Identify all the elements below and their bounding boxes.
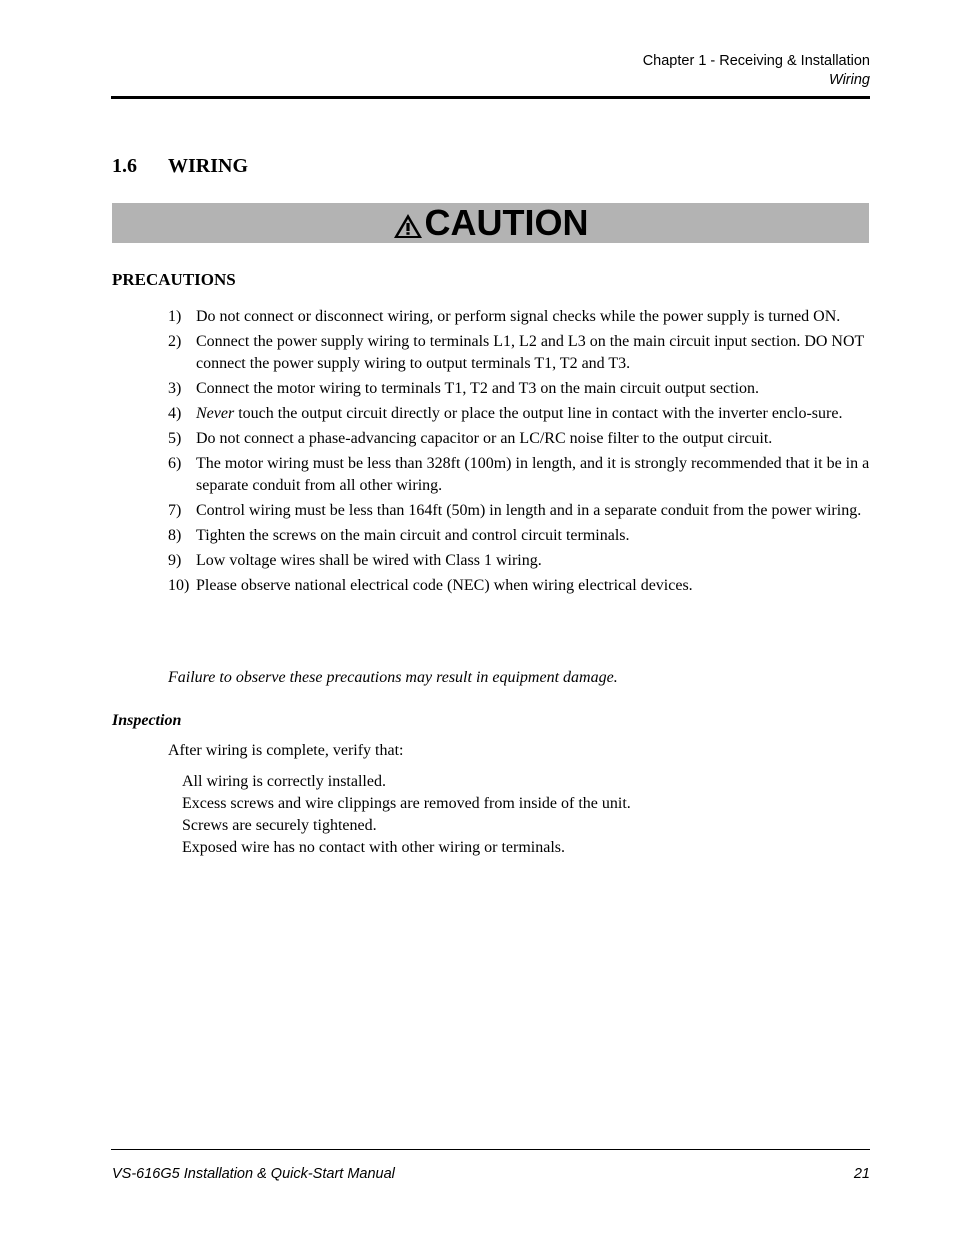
header-section: Wiring [829, 72, 870, 88]
header-chapter: Chapter 1 - Receiving & Installation [642, 53, 870, 69]
precaution-item [168, 306, 870, 328]
inspection-intro: After wiring is complete, verify that: [168, 742, 404, 759]
item-text: Control wiring must be less than 164ft (50m) in length and in a separate conduit from the power wiring. [196, 502, 862, 519]
precaution-item [168, 403, 870, 425]
footer-rule [111, 1149, 870, 1150]
precautions-warning-note: Failure to observe these precautions may result in equipment damage. [168, 669, 618, 686]
item-emphasis: Never [196, 405, 235, 422]
section-number: 1.6 [112, 155, 137, 177]
precaution-item [168, 428, 870, 450]
precautions-heading: PRECAUTIONS [112, 270, 236, 289]
caution-label: CAUTION [424, 202, 589, 243]
item-number: 9) [168, 552, 182, 569]
check-item: Exposed wire has no contact with other wiring or terminals. [182, 839, 566, 856]
footer-manual-title: VS-616G5 Installation & Quick-Start Manual [112, 1166, 395, 1182]
warning-triangle-icon [393, 213, 423, 239]
check-item: Excess screws and wire clippings are removed from inside of the unit. [182, 795, 631, 812]
inspection-checklist [182, 771, 631, 859]
item-text-rest: touch the output circuit directly or place the output line in contact with the inverter enclo-sure. [234, 405, 843, 422]
precaution-item [168, 525, 870, 547]
section-title [112, 155, 248, 178]
item-number: 4) [168, 405, 182, 422]
item-number: 8) [168, 527, 182, 544]
precautions-list [168, 306, 870, 600]
check-item: All wiring is correctly installed. [182, 773, 386, 790]
precaution-item [168, 500, 870, 522]
caution-banner [112, 203, 869, 243]
precaution-item [168, 331, 870, 375]
item-number: 7) [168, 502, 182, 519]
item-text: The motor wiring must be less than 328ft (100m) in length, and it is strongly recommended that it be in a separate conduit from all other wiring. [196, 455, 870, 494]
precaution-item [168, 550, 870, 572]
item-number: 5) [168, 430, 182, 447]
item-number: 3) [168, 380, 182, 397]
item-number: 2) [168, 333, 182, 350]
precaution-item [168, 453, 870, 497]
item-number: 1) [168, 308, 182, 325]
section-title-text: WIRING [168, 155, 249, 177]
footer-page-number: 21 [853, 1166, 870, 1182]
inspection-heading: Inspection [112, 712, 182, 729]
running-header [643, 52, 870, 90]
header-rule [111, 96, 870, 99]
precaution-item [168, 575, 870, 597]
item-text [196, 403, 870, 425]
item-text: Do not connect or disconnect wiring, or perform signal checks while the power supply is turned ON. [196, 308, 841, 325]
item-text: Do not connect a phase-advancing capacitor or an LC/RC noise filter to the output circuit. [196, 430, 773, 447]
item-number: 6) [168, 455, 182, 472]
item-number: 10) [168, 577, 190, 594]
item-text: Connect the power supply wiring to terminals L1, L2 and L3 on the main circuit input section. DO NOT connect the power supply wiring to output terminals T1, T2 and T3. [196, 333, 865, 372]
item-text: Low voltage wires shall be wired with Class 1 wiring. [196, 552, 542, 569]
check-item: Screws are securely tightened. [182, 817, 377, 834]
item-text: Tighten the screws on the main circuit and control circuit terminals. [196, 527, 630, 544]
precaution-item [168, 378, 870, 400]
item-text: Connect the motor wiring to terminals T1, T2 and T3 on the main circuit output section. [196, 380, 760, 397]
item-text: Please observe national electrical code (NEC) when wiring electrical devices. [196, 577, 693, 594]
